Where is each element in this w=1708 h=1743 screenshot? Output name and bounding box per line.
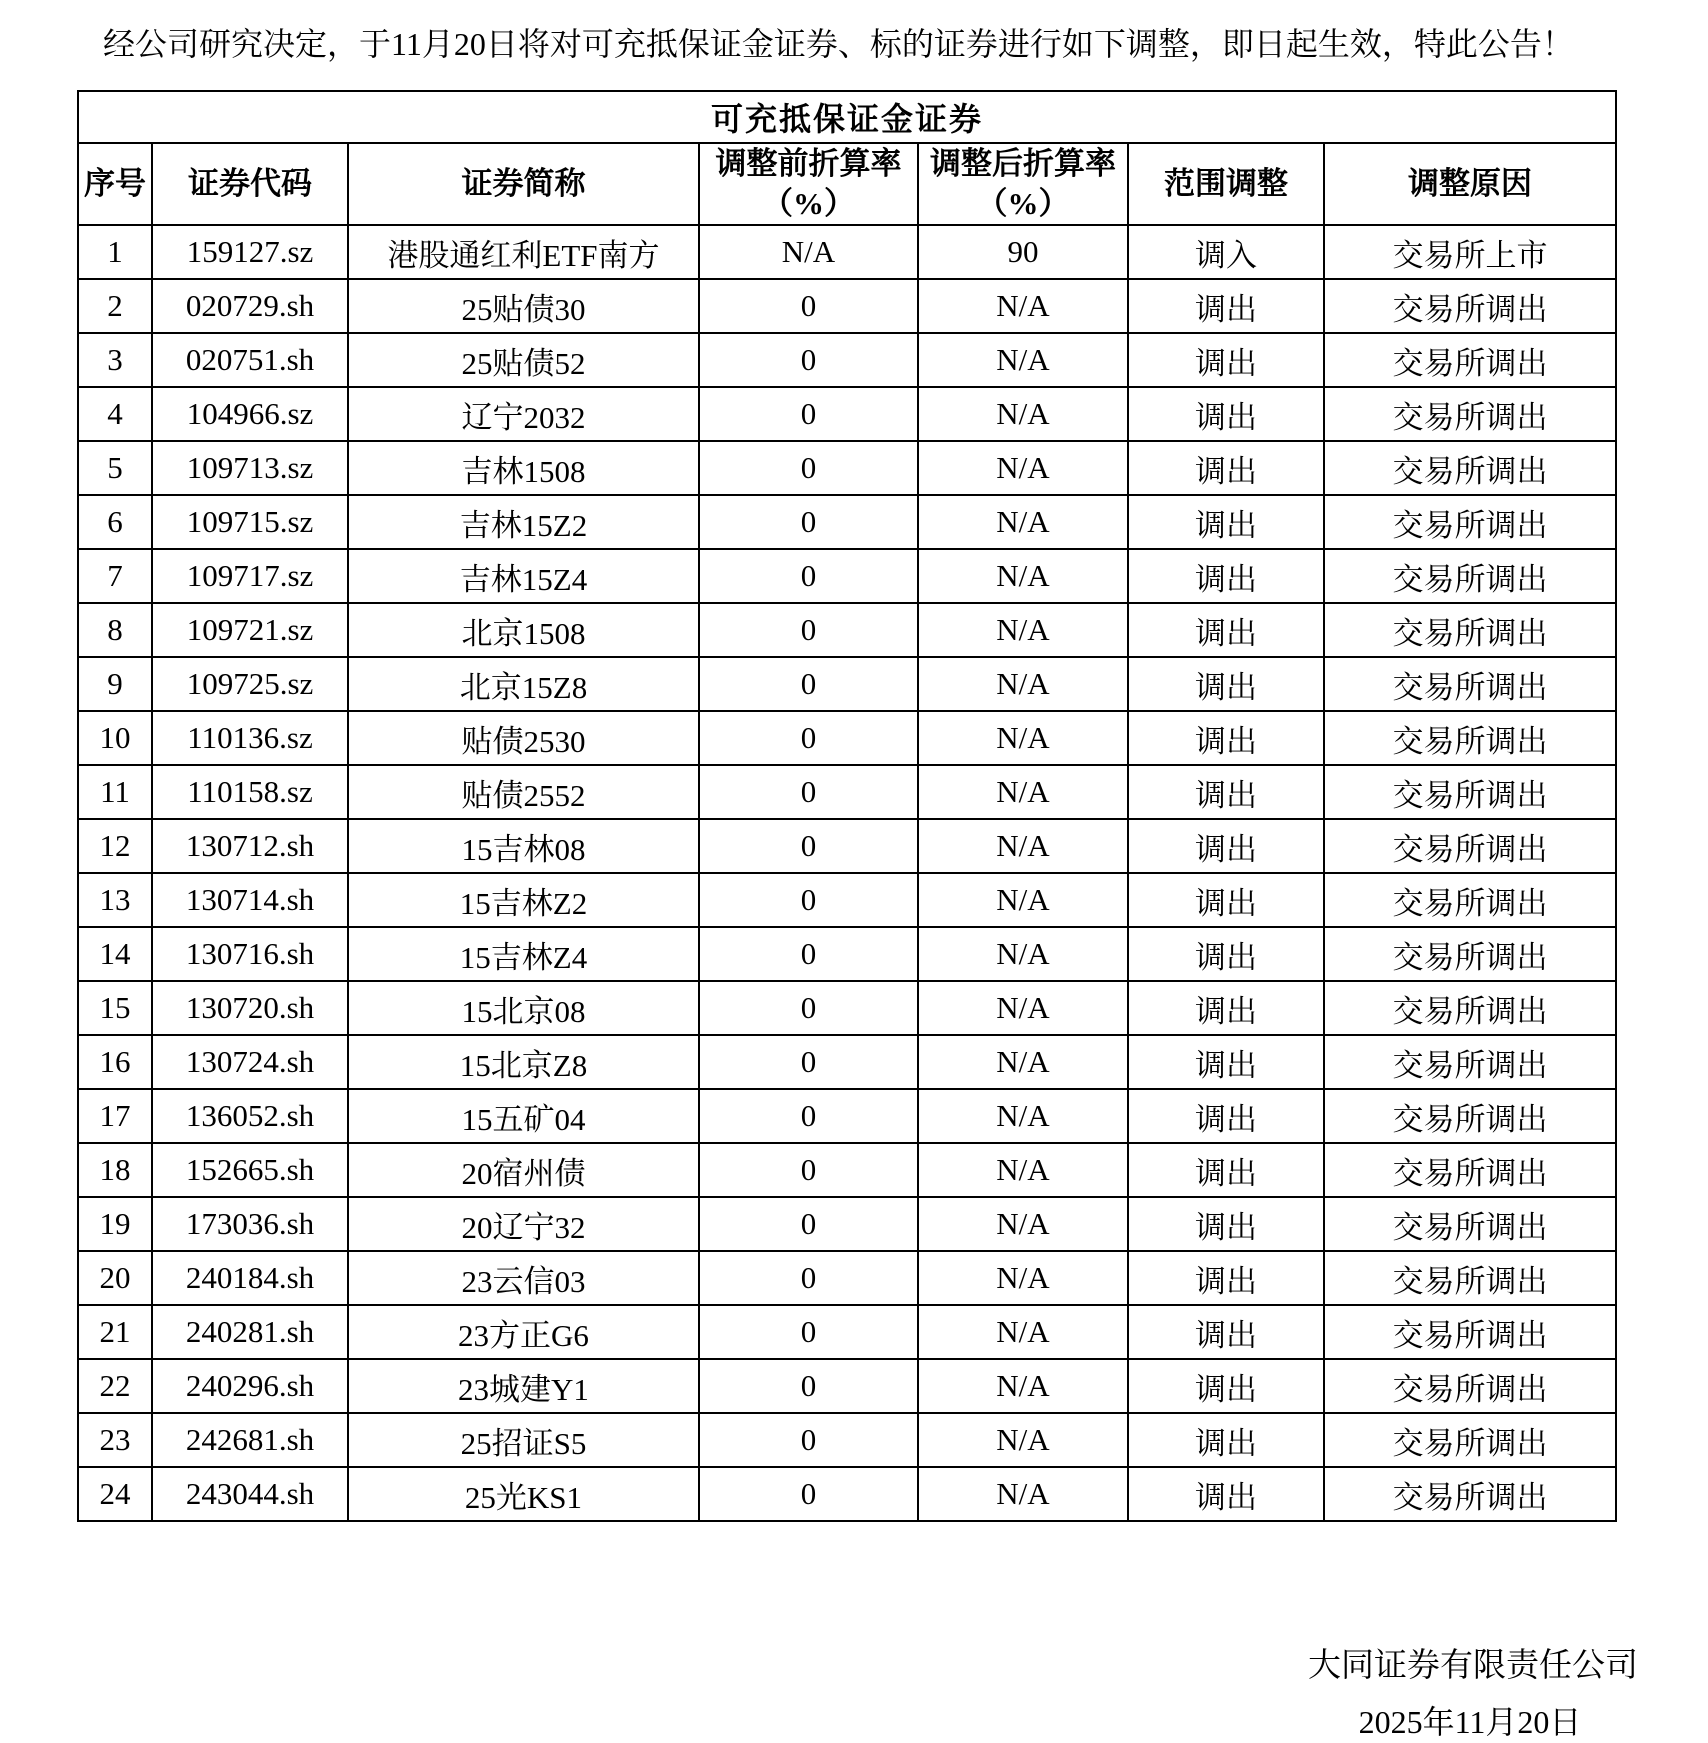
cell-reason: 交易所调出 [1324,333,1616,387]
cell-name: 20宿州债 [348,1143,699,1197]
cell-scope: 调出 [1128,1197,1324,1251]
table-row [78,981,1616,1035]
cell-reason: 交易所调出 [1324,603,1616,657]
cell-pre-rate: 0 [699,549,918,603]
cell-post-rate: N/A [918,387,1128,441]
cell-scope: 调出 [1128,873,1324,927]
cell-code: 136052.sh [152,1089,348,1143]
cell-scope: 调出 [1128,603,1324,657]
cell-code: 240184.sh [152,1251,348,1305]
cell-code: 109717.sz [152,549,348,603]
cell-reason: 交易所调出 [1324,1251,1616,1305]
cell-post-rate: N/A [918,1143,1128,1197]
cell-code: 243044.sh [152,1467,348,1521]
cell-reason: 交易所调出 [1324,1197,1616,1251]
cell-post-rate: N/A [918,279,1128,333]
table-row [78,1035,1616,1089]
cell-name: 23方正G6 [348,1305,699,1359]
cell-seq: 19 [78,1197,152,1251]
cell-post-rate: N/A [918,765,1128,819]
cell-pre-rate: 0 [699,1413,918,1467]
cell-pre-rate: 0 [699,1467,918,1521]
cell-scope: 调出 [1128,1143,1324,1197]
footer-date: 2025年11月20日 [1358,1704,1582,1740]
cell-scope: 调出 [1128,819,1324,873]
cell-post-rate: N/A [918,711,1128,765]
cell-post-rate: N/A [918,1305,1128,1359]
cell-reason: 交易所调出 [1324,981,1616,1035]
table-row [78,657,1616,711]
cell-scope: 调出 [1128,657,1324,711]
table-row [78,1359,1616,1413]
cell-seq: 20 [78,1251,152,1305]
table-row [78,1251,1616,1305]
cell-pre-rate: 0 [699,387,918,441]
cell-post-rate: N/A [918,1035,1128,1089]
table-row [78,711,1616,765]
cell-name: 吉林15Z4 [348,549,699,603]
cell-seq: 8 [78,603,152,657]
cell-reason: 交易所调出 [1324,765,1616,819]
cell-seq: 9 [78,657,152,711]
cell-reason: 交易所调出 [1324,711,1616,765]
cell-pre-rate: 0 [699,711,918,765]
cell-reason: 交易所调出 [1324,1305,1616,1359]
cell-seq: 16 [78,1035,152,1089]
cell-scope: 调出 [1128,1305,1324,1359]
table-body [78,225,1616,1521]
cell-code: 109721.sz [152,603,348,657]
cell-pre-rate: 0 [699,657,918,711]
table-row [78,1305,1616,1359]
cell-pre-rate: 0 [699,1089,918,1143]
cell-seq: 21 [78,1305,152,1359]
column-header-pre-rate: 调整前折算率 （%） [699,143,918,225]
cell-scope: 调出 [1128,333,1324,387]
footer-company-name: 大同证券有限责任公司 [1308,1648,1638,1684]
cell-seq: 17 [78,1089,152,1143]
column-header-reason: 调整原因 [1324,143,1616,225]
table-row [78,603,1616,657]
cell-reason: 交易所调出 [1324,927,1616,981]
cell-name: 贴债2530 [348,711,699,765]
column-header-seq: 序号 [78,143,152,225]
cell-code: 240296.sh [152,1359,348,1413]
cell-code: 240281.sh [152,1305,348,1359]
cell-seq: 2 [78,279,152,333]
cell-pre-rate: 0 [699,927,918,981]
column-header-code: 证券代码 [152,143,348,225]
table-row [78,495,1616,549]
cell-pre-rate: 0 [699,873,918,927]
cell-seq: 6 [78,495,152,549]
cell-code: 130714.sh [152,873,348,927]
cell-pre-rate: 0 [699,819,918,873]
cell-post-rate: 90 [918,225,1128,279]
table-row [78,387,1616,441]
column-header-scope: 范围调整 [1128,143,1324,225]
cell-code: 159127.sz [152,225,348,279]
cell-post-rate: N/A [918,981,1128,1035]
cell-name: 辽宁2032 [348,387,699,441]
cell-name: 15五矿04 [348,1089,699,1143]
cell-name: 15吉林Z4 [348,927,699,981]
table-row [78,927,1616,981]
cell-seq: 23 [78,1413,152,1467]
cell-post-rate: N/A [918,1413,1128,1467]
cell-seq: 11 [78,765,152,819]
cell-name: 25贴债52 [348,333,699,387]
cell-reason: 交易所调出 [1324,549,1616,603]
cell-code: 110136.sz [152,711,348,765]
cell-scope: 调出 [1128,1359,1324,1413]
cell-post-rate: N/A [918,549,1128,603]
cell-name: 20辽宁32 [348,1197,699,1251]
cell-scope: 调出 [1128,1467,1324,1521]
cell-scope: 调出 [1128,441,1324,495]
cell-seq: 13 [78,873,152,927]
table-row [78,1413,1616,1467]
table-row [78,225,1616,279]
cell-name: 23云信03 [348,1251,699,1305]
cell-post-rate: N/A [918,1467,1128,1521]
cell-pre-rate: 0 [699,1359,918,1413]
cell-code: 109713.sz [152,441,348,495]
cell-seq: 1 [78,225,152,279]
cell-pre-rate: 0 [699,1251,918,1305]
cell-reason: 交易所调出 [1324,279,1616,333]
cell-post-rate: N/A [918,873,1128,927]
cell-reason: 交易所调出 [1324,873,1616,927]
cell-post-rate: N/A [918,927,1128,981]
cell-name: 15北京Z8 [348,1035,699,1089]
cell-reason: 交易所调出 [1324,441,1616,495]
cell-seq: 5 [78,441,152,495]
cell-reason: 交易所调出 [1324,1359,1616,1413]
cell-reason: 交易所调出 [1324,657,1616,711]
cell-scope: 调出 [1128,1089,1324,1143]
table-row [78,441,1616,495]
table-row [78,765,1616,819]
cell-reason: 交易所调出 [1324,495,1616,549]
cell-name: 港股通红利ETF南方 [348,225,699,279]
cell-code: 110158.sz [152,765,348,819]
cell-scope: 调出 [1128,279,1324,333]
table-row [78,1197,1616,1251]
table-row [78,819,1616,873]
cell-scope: 调出 [1128,1035,1324,1089]
cell-post-rate: N/A [918,603,1128,657]
cell-reason: 交易所调出 [1324,387,1616,441]
cell-reason: 交易所调出 [1324,1467,1616,1521]
cell-scope: 调出 [1128,711,1324,765]
cell-seq: 15 [78,981,152,1035]
cell-code: 020729.sh [152,279,348,333]
cell-seq: 18 [78,1143,152,1197]
cell-seq: 7 [78,549,152,603]
cell-code: 109715.sz [152,495,348,549]
cell-name: 25贴债30 [348,279,699,333]
cell-scope: 调出 [1128,549,1324,603]
cell-pre-rate: 0 [699,981,918,1035]
table-row [78,873,1616,927]
cell-seq: 4 [78,387,152,441]
cell-reason: 交易所调出 [1324,1143,1616,1197]
cell-pre-rate: 0 [699,765,918,819]
table-row [78,1143,1616,1197]
cell-seq: 24 [78,1467,152,1521]
cell-pre-rate: 0 [699,1197,918,1251]
cell-scope: 调出 [1128,1413,1324,1467]
cell-post-rate: N/A [918,333,1128,387]
cell-post-rate: N/A [918,495,1128,549]
cell-post-rate: N/A [918,441,1128,495]
cell-post-rate: N/A [918,1251,1128,1305]
cell-code: 130716.sh [152,927,348,981]
cell-post-rate: N/A [918,1197,1128,1251]
table-title: 可充抵保证金证券 [78,91,1616,143]
announcement-text: 经公司研究决定，于11月20日将对可充抵保证金证券、标的证券进行如下调整，即日起生效，特此公告！ [103,26,1574,62]
cell-post-rate: N/A [918,819,1128,873]
cell-code: 242681.sh [152,1413,348,1467]
cell-code: 152665.sh [152,1143,348,1197]
table-row [78,1089,1616,1143]
table-row [78,333,1616,387]
cell-code: 109725.sz [152,657,348,711]
table-row [78,549,1616,603]
cell-seq: 10 [78,711,152,765]
cell-pre-rate: 0 [699,441,918,495]
cell-scope: 调入 [1128,225,1324,279]
cell-name: 15北京08 [348,981,699,1035]
cell-scope: 调出 [1128,495,1324,549]
cell-scope: 调出 [1128,387,1324,441]
cell-pre-rate: 0 [699,1035,918,1089]
cell-name: 吉林1508 [348,441,699,495]
margin-securities-table [77,90,1617,1522]
cell-seq: 22 [78,1359,152,1413]
cell-code: 130712.sh [152,819,348,873]
cell-post-rate: N/A [918,657,1128,711]
cell-code: 104966.sz [152,387,348,441]
column-header-post-rate: 调整后折算率 （%） [918,143,1128,225]
cell-code: 173036.sh [152,1197,348,1251]
table-row [78,1467,1616,1521]
column-header-name: 证券简称 [348,143,699,225]
cell-name: 吉林15Z2 [348,495,699,549]
cell-code: 130720.sh [152,981,348,1035]
cell-reason: 交易所上市 [1324,225,1616,279]
cell-pre-rate: 0 [699,333,918,387]
cell-name: 23城建Y1 [348,1359,699,1413]
cell-reason: 交易所调出 [1324,1413,1616,1467]
cell-name: 15吉林Z2 [348,873,699,927]
cell-post-rate: N/A [918,1359,1128,1413]
cell-code: 130724.sh [152,1035,348,1089]
cell-name: 25光KS1 [348,1467,699,1521]
cell-reason: 交易所调出 [1324,819,1616,873]
cell-reason: 交易所调出 [1324,1035,1616,1089]
cell-name: 北京1508 [348,603,699,657]
cell-scope: 调出 [1128,1251,1324,1305]
cell-code: 020751.sh [152,333,348,387]
cell-reason: 交易所调出 [1324,1089,1616,1143]
table-row [78,279,1616,333]
cell-scope: 调出 [1128,765,1324,819]
cell-name: 25招证S5 [348,1413,699,1467]
cell-pre-rate: 0 [699,1143,918,1197]
table-title-row [78,91,1616,143]
cell-scope: 调出 [1128,927,1324,981]
cell-scope: 调出 [1128,981,1324,1035]
cell-name: 北京15Z8 [348,657,699,711]
table-header-row [78,143,1616,225]
cell-post-rate: N/A [918,1089,1128,1143]
cell-pre-rate: 0 [699,1305,918,1359]
cell-pre-rate: 0 [699,279,918,333]
cell-name: 贴债2552 [348,765,699,819]
cell-pre-rate: N/A [699,225,918,279]
cell-seq: 3 [78,333,152,387]
cell-pre-rate: 0 [699,603,918,657]
cell-seq: 12 [78,819,152,873]
cell-pre-rate: 0 [699,495,918,549]
cell-name: 15吉林08 [348,819,699,873]
cell-seq: 14 [78,927,152,981]
